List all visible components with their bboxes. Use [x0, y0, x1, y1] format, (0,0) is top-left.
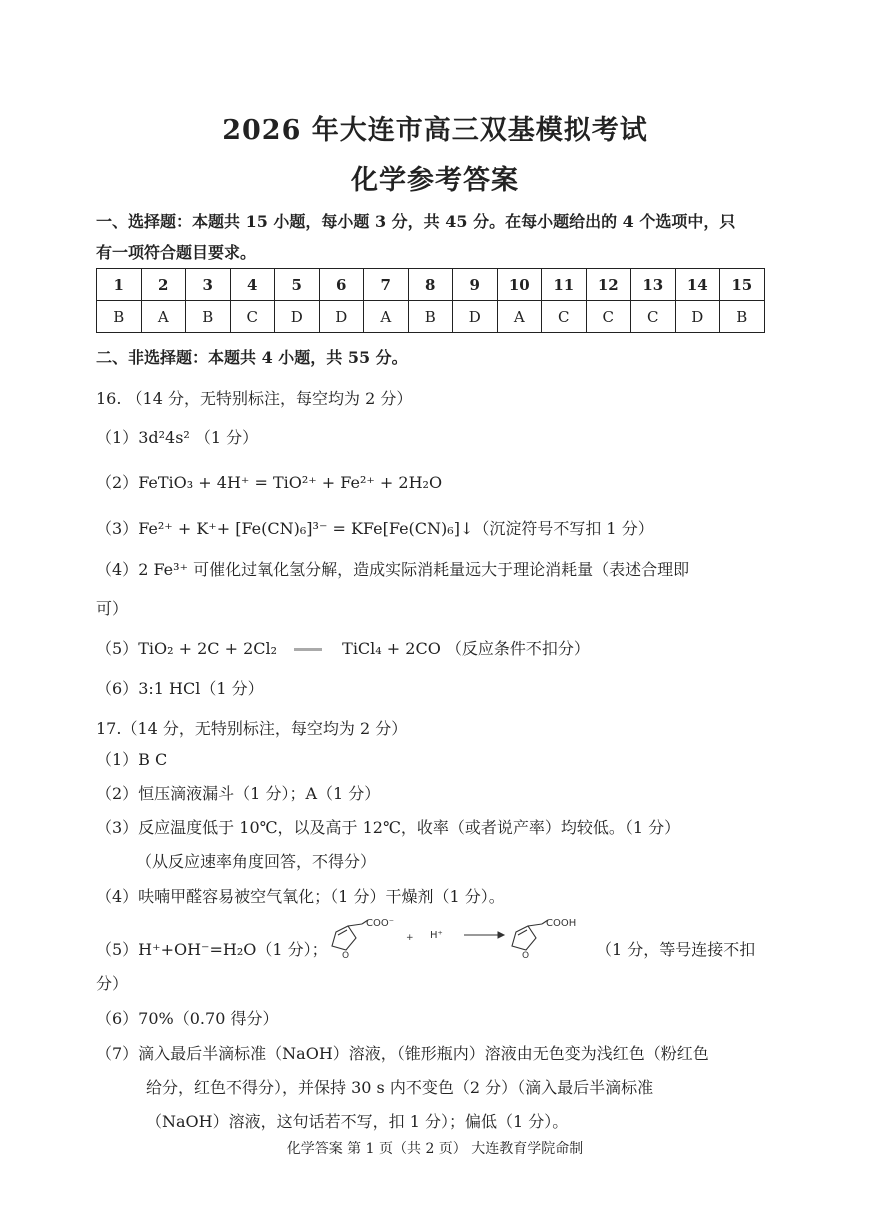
- table-cell: B: [186, 301, 231, 333]
- table-cell: C: [230, 301, 275, 333]
- table-cell: C: [542, 301, 587, 333]
- table-cell: 11: [542, 269, 587, 301]
- table-cell: 7: [364, 269, 409, 301]
- table-cell: D: [275, 301, 320, 333]
- table-row-numbers: [97, 269, 765, 301]
- q16-text-2: FeTiO₃ + 4H⁺ = TiO²⁺ + Fe²⁺ + 2H₂O: [138, 473, 443, 492]
- q17-answer-1: （1）B C: [96, 750, 168, 769]
- q16-answer-5: [96, 636, 590, 659]
- furoic-acid-cooh: COOH: [546, 918, 577, 929]
- q16-label-6: （6）: [96, 679, 139, 698]
- q16-answer-4: [96, 557, 689, 580]
- q16-header: 16. （14 分，无特别标注，每空均为 2 分）: [96, 389, 413, 408]
- q17-answer-6: （6）70%（0.70 得分）: [96, 1009, 279, 1028]
- plus-sign: +: [406, 933, 414, 943]
- furoic-acid-ring: [512, 920, 548, 950]
- table-cell: 4: [230, 269, 275, 301]
- furoate-coo: COO⁻: [366, 918, 395, 929]
- table-cell: 12: [586, 269, 631, 301]
- furoate-reaction-diagram: [318, 910, 598, 965]
- furoate-ring-o: O: [342, 951, 350, 961]
- table-cell: 15: [720, 269, 765, 301]
- table-cell: 8: [408, 269, 453, 301]
- table-cell: B: [720, 301, 765, 333]
- page-subtitle: 化学参考答案: [351, 165, 519, 196]
- q16-label-5: （5）: [96, 639, 139, 658]
- q16-text-6: 3:1 HCl（1 分）: [138, 679, 264, 698]
- table-cell: 13: [631, 269, 676, 301]
- q16-answer-6: [96, 676, 264, 699]
- table-cell: B: [408, 301, 453, 333]
- table-cell: A: [497, 301, 542, 333]
- q16-answer-1: [96, 425, 258, 448]
- table-row-answers: [97, 301, 765, 333]
- table-cell: A: [364, 301, 409, 333]
- q17-answer-3: （3）反应温度低于 10℃，以及高于 12℃，收率（或者说产率）均较低。（1 分）: [96, 818, 681, 837]
- table-cell: 6: [319, 269, 364, 301]
- q17-answer-3-note: （从反应速率角度回答，不得分）: [136, 852, 377, 871]
- q17-answer-7-cont1: 给分，红色不得分），并保持 30 s 内不变色（2 分）（滴入最后半滴标准: [146, 1078, 654, 1097]
- q17-answer-7: （7）滴入最后半滴标准（NaOH）溶液，（锥形瓶内）溶液由无色变为浅红色（粉红色: [96, 1044, 709, 1063]
- q16-text-3: Fe²⁺ + K⁺+ [Fe(CN)₆]³⁻ = KFe[Fe(CN)₆]↓（沉淀符号不写扣 1 分）: [138, 519, 654, 538]
- q17-answer-5-right: （1 分，等号连接不扣: [596, 940, 756, 959]
- table-cell: 5: [275, 269, 320, 301]
- q16-answer-4-cont: 可）: [96, 599, 129, 618]
- table-cell: 3: [186, 269, 231, 301]
- q16-label-3: （3）: [96, 519, 139, 538]
- q17-answer-5-left: （5）H⁺+OH⁻=H₂O（1 分）；: [96, 940, 328, 959]
- q17-header: 17.（14 分，无特别标注，每空均为 2 分）: [96, 719, 408, 738]
- answer-table: [96, 268, 765, 333]
- q17-answer-7-cont2: （NaOH）溶液，这句话若不写，扣 1 分）；偏低（1 分）。: [146, 1112, 569, 1131]
- table-cell: C: [586, 301, 631, 333]
- q16-label-2: （2）: [96, 473, 139, 492]
- q16-answer-3: [96, 516, 654, 539]
- section2-heading: 二、非选择题：本题共 4 小题，共 55 分。: [96, 348, 408, 367]
- table-cell: 9: [453, 269, 498, 301]
- table-cell: 2: [141, 269, 186, 301]
- q16-answer-2: [96, 470, 442, 493]
- furoate-ring: [332, 920, 368, 950]
- table-cell: 1: [97, 269, 142, 301]
- table-cell: D: [675, 301, 720, 333]
- table-cell: A: [141, 301, 186, 333]
- section1-line2: 有一项符合题目要求。: [96, 243, 257, 262]
- q16-label-1: （1）: [96, 428, 139, 447]
- q17-answer-2: （2）恒压滴液漏斗（1 分）；A（1 分）: [96, 784, 381, 803]
- furoic-acid-ring-o: O: [522, 951, 530, 961]
- q17-answer-5-cont: 分）: [96, 974, 129, 993]
- page-title: 2026 年大连市高三双基模拟考试: [222, 115, 648, 146]
- q16-text-1: 3d²4s² （1 分）: [138, 428, 259, 447]
- table-cell: C: [631, 301, 676, 333]
- section1-line1: 一、选择题：本题共 15 小题，每小题 3 分，共 45 分。在每小题给出的 4 个选项中，只: [96, 212, 736, 231]
- table-cell: B: [97, 301, 142, 333]
- page-footer: 化学答案 第 1 页（共 2 页） 大连教育学院命制: [286, 1141, 584, 1157]
- q16-text-4: 2 Fe³⁺ 可催化过氧化氢分解，造成实际消耗量远大于理论消耗量（表述合理即: [138, 560, 690, 579]
- reaction-condition-bar: [294, 648, 322, 651]
- reaction-arrow: [464, 932, 504, 938]
- table-cell: 14: [675, 269, 720, 301]
- h-plus: H⁺: [430, 930, 443, 941]
- table-cell: D: [319, 301, 364, 333]
- table-cell: 10: [497, 269, 542, 301]
- q16-text-5-right: TiCl₄ + 2CO （反应条件不扣分）: [342, 639, 590, 658]
- table-cell: D: [453, 301, 498, 333]
- q16-label-4: （4）: [96, 560, 139, 579]
- q17-answer-4: （4）呋喃甲醛容易被空气氧化；（1 分）干燥剂（1 分）。: [96, 887, 505, 906]
- q16-text-5-left: TiO₂ + 2C + 2Cl₂: [138, 639, 278, 658]
